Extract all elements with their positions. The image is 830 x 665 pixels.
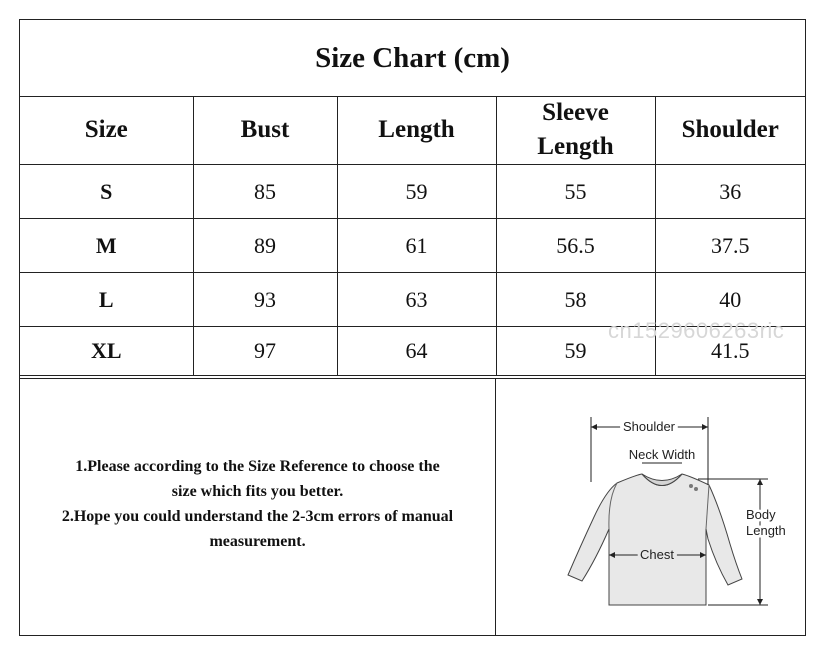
shoulder-cell: 36 (655, 165, 805, 219)
chart-title: Size Chart (cm) (20, 20, 805, 97)
arrowhead (757, 599, 763, 605)
note-line: size which fits you better. (171, 483, 344, 500)
sweater-outline (568, 474, 742, 605)
note-line: 2.Hope you could understand the 2-3cm errors of manual (61, 508, 454, 525)
note-line: 1.Please according to the Size Reference to choose the (75, 458, 440, 475)
bust-cell: 85 (193, 165, 337, 219)
neck-label: Neck Width (628, 447, 696, 462)
length-cell: 64 (337, 327, 496, 376)
bust-cell: 89 (193, 219, 337, 273)
bottom-section (20, 378, 805, 635)
note-line: measurement. (209, 533, 306, 550)
length-cell: 59 (337, 165, 496, 219)
sweater-button (689, 484, 693, 488)
table-row (20, 219, 805, 273)
measurement-diagram (496, 379, 805, 635)
sleeve-cell: 55 (496, 165, 655, 219)
header-length: Length (337, 96, 496, 165)
header-sleeve-line2: Length (537, 133, 614, 160)
notes-panel (20, 379, 496, 635)
sleeve-cell: 58 (496, 273, 655, 327)
bust-cell: 97 (193, 327, 337, 376)
watermark: cn1529606263ric (608, 318, 785, 343)
header-size: Size (20, 96, 193, 165)
bust-cell: 93 (193, 273, 337, 327)
body-label-line1: Body (746, 507, 776, 522)
shoulder-cell: 40 (655, 273, 805, 327)
table-row (20, 165, 805, 219)
sleeve-cell: 59 (496, 327, 655, 376)
length-cell: 61 (337, 219, 496, 273)
header-bust: Bust (193, 96, 337, 165)
arrowhead (757, 479, 763, 485)
shoulder-cell: 41.5 (655, 327, 805, 376)
header-sleeve-length (496, 96, 655, 165)
arrowhead (591, 424, 597, 430)
body-label-line2: Length (746, 523, 786, 538)
sweater-diagram (496, 379, 805, 636)
sleeve-cell: 56.5 (496, 219, 655, 273)
size-cell: S (20, 165, 193, 219)
size-cell: L (20, 273, 193, 327)
arrowhead (702, 424, 708, 430)
size-cell: M (20, 219, 193, 273)
chest-label: Chest (640, 547, 674, 562)
header-row (20, 96, 805, 165)
shoulder-label: Shoulder (622, 419, 676, 434)
length-cell: 63 (337, 273, 496, 327)
shoulder-cell: 37.5 (655, 219, 805, 273)
header-shoulder: Shoulder (655, 96, 805, 165)
header-sleeve-line1: Sleeve (542, 99, 609, 126)
size-cell: XL (20, 327, 193, 376)
sweater-button (694, 487, 698, 491)
